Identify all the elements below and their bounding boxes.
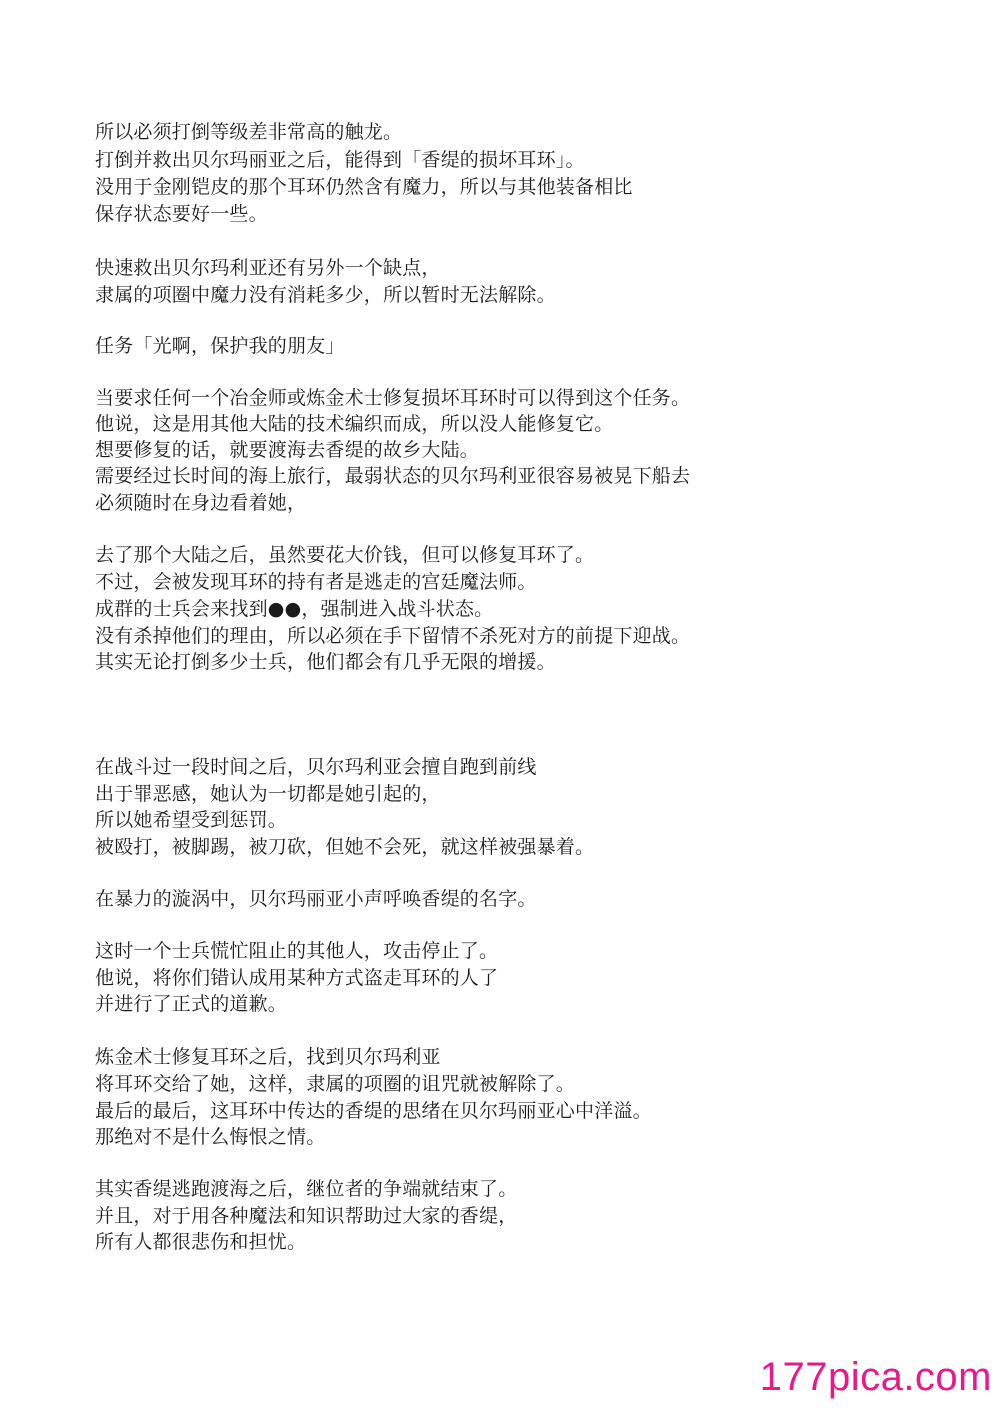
text-line: 出于罪恶感，她认为一切都是她引起的， <box>95 783 441 805</box>
text-line: 需要经过长时间的海上旅行，最弱状态的贝尔玛利亚很容易被晃下船去 <box>95 465 691 487</box>
text-line: 其实香缇逃跑渡海之后，继位者的争端就结束了。 <box>95 1178 518 1200</box>
text-line: 所以她希望受到惩罚。 <box>95 809 288 831</box>
text-line: 去了那个大陆之后，虽然要花大价钱，但可以修复耳环了。 <box>95 544 595 566</box>
watermark: 177pica.com <box>759 1355 992 1399</box>
text-line: 必须随时在身边看着她， <box>95 492 307 514</box>
section-heading: 任务「光啊，保护我的朋友」 <box>95 335 345 357</box>
text-line: 成群的士兵会来找到●●，强制进入战斗状态。 <box>95 598 494 620</box>
text-line: 炼金术士修复耳环之后，找到贝尔玛利亚 <box>95 1046 441 1068</box>
text-line: 保存状态要好一些。 <box>95 203 268 225</box>
text-line: 将耳环交给了她，这样，隶属的项圈的诅咒就被解除了。 <box>95 1073 576 1095</box>
text-line: 快速救出贝尔玛利亚还有另外一个缺点， <box>95 257 441 279</box>
text-line: 在暴力的漩涡中，贝尔玛丽亚小声呼唤香缇的名字。 <box>95 888 537 910</box>
text-line: 隶属的项圈中魔力没有消耗多少，所以暂时无法解除。 <box>95 284 556 306</box>
text-line: 想要修复的话，就要渡海去香缇的故乡大陆。 <box>95 439 480 461</box>
text-line: 在战斗过一段时间之后，贝尔玛利亚会擅自跑到前线 <box>95 756 537 778</box>
text-line: 不过，会被发现耳环的持有者是逃走的宫廷魔法师。 <box>95 571 537 593</box>
text-line: 那绝对不是什么悔恨之情。 <box>95 1126 326 1148</box>
text-line: 他说，将你们错认成用某种方式盗走耳环的人了 <box>95 967 499 989</box>
text-line: 没用于金刚铠皮的那个耳环仍然含有魔力，所以与其他装备相比 <box>95 176 633 198</box>
text-line: 所以必须打倒等级差非常高的触龙。 <box>95 121 403 143</box>
text-line: 没有杀掉他们的理由，所以必须在手下留情不杀死对方的前提下迎战。 <box>95 625 691 647</box>
text-line: 打倒并救出贝尔玛丽亚之后，能得到「香缇的损坏耳环」。 <box>95 149 585 171</box>
text-line: 被殴打，被脚踢，被刀砍，但她不会死，就这样被强暴着。 <box>95 836 595 858</box>
text-line: 所有人都很悲伤和担忧。 <box>95 1231 307 1253</box>
text-line: 这时一个士兵慌忙阻止的其他人，攻击停止了。 <box>95 940 499 962</box>
text-line: 其实无论打倒多少士兵，他们都会有几乎无限的增援。 <box>95 651 556 673</box>
text-line: 并且，对于用各种魔法和知识帮助过大家的香缇， <box>95 1205 518 1227</box>
text-line: 最后的最后，这耳环中传达的香缇的思绪在贝尔玛丽亚心中洋溢。 <box>95 1100 652 1122</box>
text-line: 他说，这是用其他大陆的技术编织而成，所以没人能修复它。 <box>95 413 614 435</box>
text-line: 并进行了正式的道歉。 <box>95 993 288 1015</box>
text-line: 当要求任何一个冶金师或炼金术士修复损坏耳环时可以得到这个任务。 <box>95 387 691 409</box>
